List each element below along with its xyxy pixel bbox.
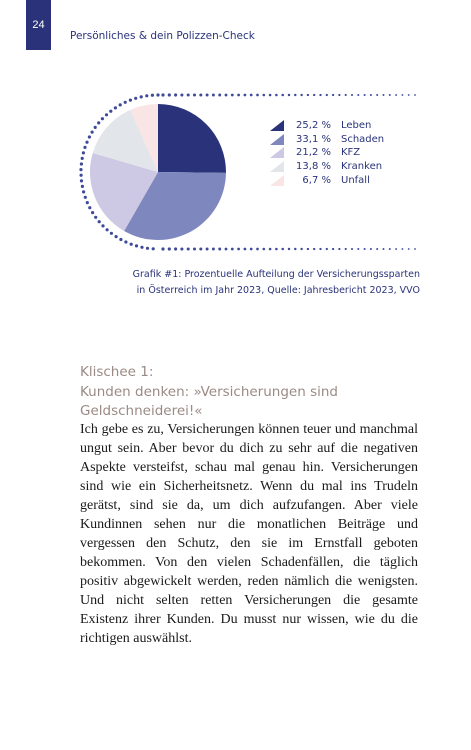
pie-slice-leben [158,104,226,173]
frame-dot [338,248,340,250]
frame-dot [376,94,378,96]
frame-dot [313,248,315,250]
frame-dot [91,131,94,134]
frame-dot [332,248,334,250]
chart-legend [270,119,384,187]
frame-dot [187,247,190,250]
frame-dot [206,248,209,251]
frame-dot [88,135,91,138]
frame-dot [82,151,85,154]
page-number-tab [26,0,51,50]
frame-dot [332,94,334,96]
frame-dot [250,94,253,97]
frame-dot [110,232,113,235]
triangle-icon [270,147,284,158]
legend-label: KFZ [341,147,361,159]
frame-dot [256,248,259,251]
frame-dot [364,94,366,96]
frame-dot [294,248,296,250]
frame-dot [300,248,302,250]
frame-dot [319,94,321,96]
caption-line-1: Grafik #1: Prozentuelle Aufteilung der Versicherungssparten [132,269,420,280]
frame-dot [199,94,202,97]
frame-dot [307,248,309,250]
figure-caption [90,267,420,299]
frame-dot [151,94,154,97]
frame-dot [206,94,209,97]
legend-swatch-leben [270,120,284,131]
heading-line-2: Kunden denken: »Versicherungen sind [80,383,338,400]
frame-dot [187,93,190,96]
frame-dot [114,106,117,109]
frame-dot [168,247,171,250]
frame-dot [193,247,196,250]
frame-dot [401,94,403,96]
frame-dot [281,248,284,251]
frame-dot [307,94,309,96]
frame-dot [199,248,202,251]
running-head: Persönliches & dein Polizzen-Check [70,30,255,42]
frame-dot [225,94,228,97]
frame-dot [401,248,403,250]
legend-item-schaden [270,133,384,147]
frame-dot [275,248,278,251]
frame-dot [174,93,177,96]
legend-value: 6,7 % [302,174,331,186]
frame-dot [414,94,416,96]
page-number: 24 [32,19,45,31]
frame-dot [218,94,221,97]
frame-dot [94,126,97,129]
heading-line-1: Klischee 1: [80,364,154,380]
frame-dot [152,247,155,250]
frame-dot [395,248,397,250]
frame-dot [370,248,372,250]
frame-dot [351,94,353,96]
frame-dot [250,248,253,251]
triangle-icon [270,175,284,186]
frame-dot [288,248,290,250]
frame-dot [106,228,109,231]
frame-dot [180,247,183,250]
frame-dot [85,141,88,144]
section-heading [80,363,400,422]
frame-dot [98,220,101,223]
frame-dot [319,248,321,250]
frame-dot [81,185,84,188]
frame-dot [408,94,410,96]
frame-dot [212,94,215,97]
legend-label: Kranken [341,161,383,173]
frame-dot [119,103,122,106]
frame-dot [180,93,183,96]
frame-dot [134,97,137,100]
frame-dot [124,101,127,104]
legend-item-leben [270,119,384,133]
frame-dot [231,248,234,251]
frame-dot [140,246,143,249]
frame-dot [237,248,240,251]
frame-dot [281,94,284,97]
frame-dot [83,146,86,149]
frame-dot [91,211,94,214]
frame-dot [105,113,108,116]
frame-dot [109,110,112,113]
frame-dot [84,196,87,199]
caption-line-2: in Österreich im Jahr 2023, Quelle: Jahresbericht 2023, VVO [136,285,420,296]
frame-dot [86,201,89,204]
frame-dot [313,94,315,96]
frame-dot [80,162,83,165]
frame-dot [124,240,127,243]
frame-dot [345,248,347,250]
legend-item-unfall [270,173,384,187]
frame-dot [244,94,247,97]
frame-dot [156,93,159,96]
frame-dot [370,94,372,96]
frame-dot [88,206,91,209]
frame-dot [351,248,353,250]
legend-value: 21,2 % [296,147,331,159]
legend-label: Schaden [341,133,385,145]
frame-dot [212,248,215,251]
legend-swatch-kranken [270,161,284,172]
frame-dot [97,121,100,124]
frame-dot [408,248,410,250]
frame-dot [376,248,378,250]
frame-dot [288,94,290,96]
frame-dot [101,224,104,227]
frame-dot [383,248,385,250]
frame-dot [269,248,272,251]
legend-item-kranken [270,160,384,174]
frame-dot [79,168,82,171]
frame-dot [130,243,133,246]
frame-dot [225,248,228,251]
frame-dot [146,247,149,250]
frame-dot [357,94,359,96]
frame-dot [389,94,391,96]
frame-dot [80,174,83,177]
frame-dot [237,94,240,97]
frame-dot [168,93,171,96]
frame-dot [262,248,265,251]
frame-dot [94,216,97,219]
frame-dot [174,247,177,250]
frame-dot [389,248,391,250]
frame-dot [256,94,259,97]
frame-dot [81,157,84,160]
frame-dot [115,235,118,238]
frame-dot [135,244,138,247]
frame-dot [101,117,104,120]
legend-swatch-kfz [270,147,284,158]
body-paragraph: Ich gebe es zu, Versicherungen können teuer und manchmal ungut sein. Aber bevor du dich zu sehr auf die negativen Aspekte versteifst, schau mal genau hin. Versicherungen sind wie ein Sicherheitsnetz. Wenn du mal ins Trudeln gerätst, sind sie da, um dich aufzufangen. Aber viele Kundinnen sehen nur die monatlichen Beiträge und vergessen den Schutz, den sie im Ernstfall geboten bekommen. Von den vielen Schadenfällen, die täglich positiv abgewickelt werden, reden nämlich die wenigsten. Und nicht selten retten Versicherungen die gesamte Existenz ihrer Kunden. Du musst nur wissen, wie du die richtigen auswählst. [80,422,418,646]
triangle-icon [270,161,284,172]
pie-slices [90,104,226,240]
frame-dot [140,95,143,98]
frame-dot [145,94,148,97]
frame-dot [80,179,83,182]
legend-label: Unfall [341,174,370,186]
triangle-icon [270,120,284,131]
heading-line-3: Geldschneiderei!« [80,403,203,419]
frame-dot [82,190,85,193]
legend-value: 13,8 % [296,161,331,173]
pie-chart [0,90,471,260]
frame-dot [294,94,296,96]
frame-dot [275,94,278,97]
frame-dot [231,94,234,97]
legend-item-kfz [270,146,384,160]
legend-value: 33,1 % [296,133,331,145]
frame-dot [129,99,132,102]
frame-dot [383,94,385,96]
legend-value: 25,2 % [296,120,331,132]
frame-dot [326,94,328,96]
frame-dot [300,94,302,96]
frame-dot [414,248,416,250]
frame-dot [193,93,196,96]
frame-dot [345,94,347,96]
frame-dot [338,94,340,96]
frame-dot [218,248,221,251]
frame-dot [326,248,328,250]
frame-dot [395,94,397,96]
triangle-icon [270,134,284,145]
frame-dot [244,248,247,251]
legend-label: Leben [341,120,372,132]
frame-dot [269,94,272,97]
frame-dot [357,248,359,250]
frame-dot [262,94,265,97]
frame-dot [119,238,122,241]
frame-dot [161,93,164,96]
legend-swatch-schaden [270,134,284,145]
frame-dot [364,248,366,250]
frame-dot [161,247,164,250]
legend-swatch-unfall [270,175,284,186]
